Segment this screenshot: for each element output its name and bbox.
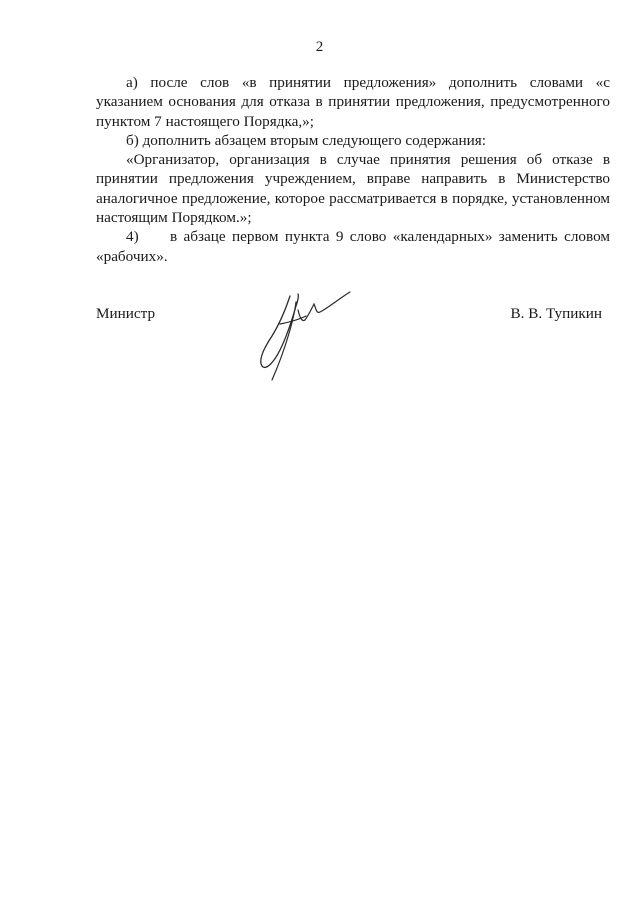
paragraph-item-4 <box>96 227 610 266</box>
document-body <box>96 73 610 266</box>
signatory-name: В. В. Тупикин <box>510 305 602 322</box>
paragraph-quote: «Организатор, организация в случае принятия решения об отказе в принятии предложения учреждением, вправе направить в Министерство аналогичное предложение, которое рассматривается в порядке, установленном настоящим Порядком.»; <box>96 151 610 227</box>
paragraph-a: а) после слов «в принятии предложения» дополнить словами «с указанием основания для отказа в принятии предложения, предусмотренного пунктом 7 настоящего Порядка,»; <box>96 74 610 130</box>
handwritten-signature <box>250 278 360 388</box>
item-4-text: в абзаце первом пункта 9 слово «календарных» заменить словом «рабочих». <box>96 228 610 265</box>
signatory-title: Министр <box>96 305 156 322</box>
page-number: 2 <box>315 39 324 55</box>
item-4-marker: 4) <box>126 228 139 246</box>
paragraph-b: б) дополнить абзацем вторым следующего содержания: <box>126 131 486 149</box>
